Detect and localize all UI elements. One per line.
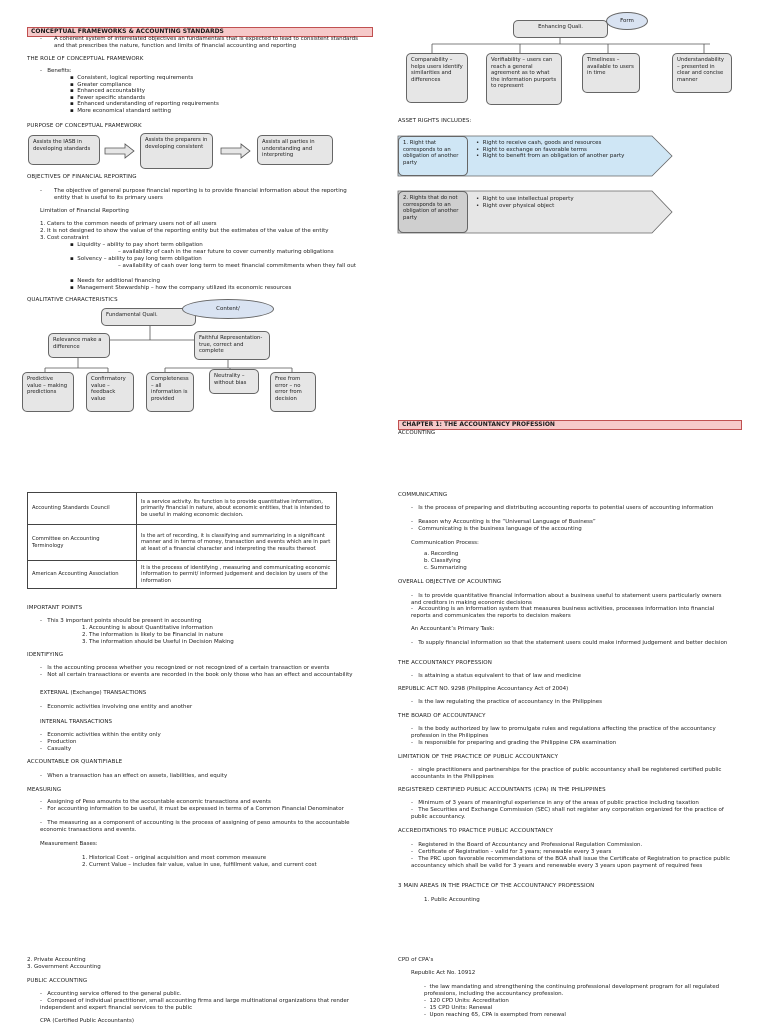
purpose-box-iasb: Assists the IASB in developing standards bbox=[28, 135, 100, 165]
external-item: - Economic activities involving one entity and another bbox=[40, 704, 193, 710]
rights2-list bbox=[476, 196, 666, 209]
accreditations-text: The PRC upon favorable recommendations of the BOA shall issue the Certificate of Registration to practice public accountancy which shall be valid for 3 years and renewable every 3 years upon payment of required fees bbox=[411, 856, 730, 869]
communicating-text: Communicating is the business language of the accounting bbox=[418, 526, 582, 532]
overall-text: Accounting is an information system that measures business activities, processes information into financial reports and communicates the reports to decision makers bbox=[411, 606, 715, 619]
completeness-box: Completeness – all information is provided bbox=[146, 372, 194, 412]
internal-text: Casualty bbox=[47, 746, 72, 752]
limitation-item: 3. Cost constraint bbox=[40, 235, 89, 241]
important-intro: - This 3 important points should be present in accounting bbox=[40, 618, 202, 624]
board-text: Is the body authorized by law to promulgate rules and regulations affecting the practice of the accountancy profession in the Philippines bbox=[411, 726, 716, 739]
areas-item: 1. Public Accounting bbox=[424, 897, 480, 903]
section-title: CONCEPTUAL FRAMEWORKS & ACCOUNTING STANDARDS bbox=[27, 27, 373, 37]
list-item: ▪ Greater compliance bbox=[70, 81, 132, 88]
relevance-box: Relevance make a difference bbox=[48, 333, 110, 358]
registered-item: - Minimum of 3 years of meaningful experience in any of the areas of public practice including taxation bbox=[411, 800, 699, 806]
rights1-text: Right to benefit from an obligation of another party bbox=[482, 153, 625, 160]
limitation-practice-heading: LIMITATION OF THE PRACTICE OF PUBLIC ACCOUNTANCY bbox=[398, 754, 559, 760]
liquidity-text: Liquidity – ability to pay short term obligation bbox=[77, 242, 203, 248]
cpa-heading: CPA (Certified Public Accountants) bbox=[40, 1018, 134, 1024]
solvency-item: ▪ Solvency – ability to pay long term obligation bbox=[70, 256, 202, 262]
benefits-label: - Benefits: bbox=[40, 68, 72, 74]
comm-process-item: b. Classifying bbox=[424, 558, 461, 564]
liquidity-item: ▪ Liquidity – ability to pay short term obligation bbox=[70, 242, 203, 248]
rights1-text: Right to exchange on favorable terms bbox=[482, 146, 587, 153]
solvency-detail: – availability of cash over long term to meet financial commitments when they fall out bbox=[118, 263, 356, 269]
registered-heading: REGISTERED CERTIFIED PUBLIC ACCOUNTANTS (CPA) IN THE PHILIPPINES bbox=[398, 787, 606, 793]
bases-heading: Measurement Bases: bbox=[40, 841, 98, 847]
overall-item: - Accounting is an information system that measures business activities, processes information into financial reports and communicates the reports to decision makers bbox=[411, 606, 715, 619]
external-heading: EXTERNAL (Exchange) TRANSACTIONS bbox=[40, 690, 147, 696]
identifying-text: Not all certain transactions or events are recorded in the book only those who has an effect and accountability bbox=[47, 672, 353, 678]
bases-item: 2. Current Value – includes fair value, value in use, fulfillment value, and current cost bbox=[82, 862, 317, 868]
internal-item: - Casualty bbox=[40, 746, 72, 752]
content-ellipse: Content/ bbox=[182, 299, 274, 319]
accreditations-text: Certificate of Registration – valid for 3 years; renewable every 3 years bbox=[418, 849, 612, 855]
ra-text: Is the law regulating the practice of accountancy in the Philippines bbox=[418, 699, 602, 705]
internal-heading: INTERNAL TRANSACTIONS bbox=[40, 719, 112, 725]
communicating-item: - Reason why Accounting is the “Universal Language of Business” bbox=[411, 519, 596, 525]
public-text: Accounting service offered to the general public. bbox=[47, 991, 182, 997]
comm-process-heading: Communication Process: bbox=[411, 540, 479, 546]
table-row bbox=[28, 561, 337, 589]
internal-text: Economic activities within the entity only bbox=[47, 732, 161, 738]
chapter-title: CHAPTER 1: THE ACCOUNTANCY PROFESSION bbox=[398, 420, 742, 430]
accreditations-text: Registered in the Board of Accountancy and Professional Regulation Commission. bbox=[418, 842, 643, 848]
accreditations-heading: ACCREDITATIONS TO PRACTICE PUBLIC ACCOUNTANCY bbox=[398, 828, 553, 834]
rights2-label-box: 2. Rights that do not corresponds to an obligation of another party bbox=[398, 191, 468, 233]
list-item: ▪ Enhanced accountability bbox=[70, 88, 145, 95]
profession-item: - Is attaining a status equivalent to that of law and medicine bbox=[411, 673, 582, 679]
internal-item: - Economic activities within the entity only bbox=[40, 732, 161, 738]
intro-dash: - bbox=[40, 36, 42, 42]
cpd-heading: CPD of CPA’s bbox=[398, 957, 434, 963]
list-item: • Right to receive cash, goods and resources bbox=[476, 140, 602, 146]
role-heading: THE ROLE OF CONCEPTUAL FRAMEWORK bbox=[27, 56, 144, 62]
communicating-text: Is the process of preparing and distributing accounting reports to potential users of accounting information bbox=[418, 505, 714, 511]
rights1-text: Right to receive cash, goods and resources bbox=[482, 140, 602, 146]
accountable-item: - When a transaction has an effect on assets, liabilities, and equity bbox=[40, 773, 228, 779]
objectives-heading: OBJECTIVES OF FINANCIAL REPORTING bbox=[27, 174, 137, 180]
benefit-text: More economical standard setting bbox=[77, 107, 172, 114]
measuring-text: The measuring as a component of accounting is the process of assigning of peso amounts to the accountable economic transactions and events. bbox=[40, 820, 350, 833]
stewardship-item: ▪ Management Stewardship – how the company utilized its economic resources bbox=[70, 285, 292, 291]
areas-item: 3. Government Accounting bbox=[27, 964, 101, 970]
bases-item: 1. Historical Cost – original acquisition and most common measure bbox=[82, 855, 267, 861]
table-cell-org: American Accounting Association bbox=[28, 561, 137, 589]
free-error-box: Free from error – no error from decision bbox=[270, 372, 316, 412]
important-item: 2. The information is likely to be Financial in nature bbox=[82, 632, 224, 638]
list-item: • Right to benefit from an obligation of another party bbox=[476, 153, 625, 160]
identifying-item: - Not all certain transactions or events are recorded in the book only those who has an effect and accountability bbox=[40, 672, 353, 678]
objectives-dash: - bbox=[40, 188, 42, 194]
liquidity-detail: – availability of cash in the near future to cover currently maturing obligations bbox=[118, 249, 334, 255]
benefits-label-text: Benefits: bbox=[47, 68, 72, 74]
identifying-heading: IDENTIFYING bbox=[27, 652, 64, 658]
measuring-text: Assigning of Peso amounts to the accountable economic transactions and events bbox=[47, 799, 271, 805]
ra-item: - Is the law regulating the practice of accountancy in the Philippines bbox=[411, 699, 602, 705]
cpd-text: the law mandating and strengthening the continuing professional development program for all regulated professions, including the accountancy profession. bbox=[424, 984, 720, 997]
fundamental-quali-box: Fundamental Quali. bbox=[101, 308, 196, 326]
list-item: ▪ Fewer specific standards bbox=[70, 94, 146, 101]
definitions-table bbox=[27, 492, 337, 589]
communicating-text: Reason why Accounting is the “Universal Language of Business” bbox=[418, 519, 596, 525]
benefit-text: Fewer specific standards bbox=[77, 94, 146, 101]
benefit-text: Enhanced accountability bbox=[77, 88, 145, 95]
table-cell-org: Accounting Standards Council bbox=[28, 493, 137, 525]
primary-task-heading: An Accountant’s Primary Task: bbox=[411, 626, 495, 632]
board-item: - Is the body authorized by law to promulgate rules and regulations affecting the practice of the accountancy profession in the Philippines bbox=[411, 726, 716, 739]
ra-heading: REPUBLIC ACT NO. 9298 (Philippine Accountancy Act of 2004) bbox=[398, 686, 569, 692]
understandability-box: Understandability – presented in clear and concise manner bbox=[672, 53, 732, 93]
neutrality-box: Neutrality – without bias bbox=[209, 369, 259, 394]
communicating-heading: COMMUNICATING bbox=[398, 492, 448, 498]
qualitative-heading: QUALITATIVE CHARACTERISTICS bbox=[27, 297, 118, 303]
objectives-text: The objective of general purpose financial reporting is to provide financial information about the reporting entity that is useful to its primary users bbox=[54, 188, 347, 201]
benefit-text: Enhanced understanding of reporting requirements bbox=[77, 101, 219, 108]
list-item: • Right to exchange on favorable terms bbox=[476, 146, 587, 153]
faithful-box: Faithful Representation- true, correct and complete bbox=[194, 331, 270, 360]
limitation-heading: Limitation of Financial Reporting bbox=[40, 208, 129, 214]
enhancing-quali-box: Enhancing Quali. bbox=[513, 20, 608, 38]
table-cell-org: Committee on Accounting Terminology bbox=[28, 525, 137, 561]
important-heading: IMPORTANT POINTS bbox=[27, 605, 83, 611]
measuring-item: - Assigning of Peso amounts to the accountable economic transactions and events bbox=[40, 799, 271, 805]
benefit-text: Consistent, logical reporting requirements bbox=[77, 75, 194, 81]
measuring-text: For accounting information to be useful, it must be expressed in terms of a Common Financial Denominator bbox=[47, 806, 344, 812]
benefit-text: Greater compliance bbox=[77, 81, 132, 88]
internal-text: Production bbox=[47, 739, 77, 745]
purpose-box-parties: Assists all parties in understanding and interpreting bbox=[257, 135, 333, 165]
rights1-label-box: 1. Right that corresponds to an obligation of another party bbox=[398, 136, 468, 176]
limitation-practice-item: - single practitioners and partnerships for the practice of public accountancy shall be registered certified public accountants in the Philippines bbox=[411, 767, 722, 780]
important-item: 1. Accounting is about Quantitative information bbox=[82, 625, 213, 631]
form-ellipse: Form bbox=[606, 12, 648, 30]
cpd-ra: Republic Act No. 10912 bbox=[411, 970, 476, 976]
comm-process-item: a. Recording bbox=[424, 551, 459, 557]
external-text: Economic activities involving one entity and another bbox=[47, 704, 193, 710]
accounting-label: ACCOUNTING bbox=[398, 430, 436, 436]
board-text: Is responsible for preparing and grading the Philippine CPA examination bbox=[418, 740, 617, 746]
timeliness-box: Timeliness – available to users in time bbox=[582, 53, 640, 93]
areas-item: 2. Private Accounting bbox=[27, 957, 86, 963]
cpd-item: - the law mandating and strengthening the continuing professional development program for all regulated professions, including the accountancy profession. bbox=[424, 984, 720, 997]
public-heading: PUBLIC ACCOUNTING bbox=[27, 978, 88, 984]
overall-item: - Is to provide quantitative financial information about a business useful to statement users particularly owners and creditors in making economic decisions bbox=[411, 593, 722, 606]
communicating-item: - Is the process of preparing and distributing accounting reports to potential users of accounting information bbox=[411, 505, 714, 511]
communicating-item: - Communicating is the business language of the accounting bbox=[411, 526, 582, 532]
list-item: • Right over physical object bbox=[476, 202, 555, 209]
profession-text: Is attaining a status equivalent to that of law and medicine bbox=[418, 673, 582, 679]
registered-item: - The Securities and Exchange Commission (SEC) shall not register any corporation organized for the practice of public accountancy. bbox=[411, 807, 724, 820]
asset-rights-heading: ASSET RIGHTS INCLUDES: bbox=[398, 118, 472, 124]
cpd-text: Upon reaching 65, CPA is exempted from renewal bbox=[429, 1012, 566, 1018]
verifiability-box: Verifiability – users can reach a general agreement as to what the information purports to represent bbox=[486, 53, 562, 105]
areas-heading: 3 MAIN AREAS IN THE PRACTICE OF THE ACCOUNTANCY PROFESSION bbox=[398, 883, 595, 889]
cpd-text: 15 CPD Units: Renewal bbox=[429, 1005, 493, 1011]
accountable-heading: ACCOUNTABLE OR QUANTIFIABLE bbox=[27, 759, 123, 765]
list-item: ▪ Consistent, logical reporting requirements bbox=[70, 75, 194, 81]
overall-heading: OVERALL OBJECTIVE OF ACOUNTING bbox=[398, 579, 502, 585]
rights2-text: Right to use intellectual property bbox=[482, 196, 574, 202]
identifying-text: Is the accounting process whether you recognized or not recognized of a certain transaction or events bbox=[47, 665, 330, 671]
confirmatory-box: Confirmatory value – feedback value bbox=[86, 372, 134, 412]
enhancing-connectors bbox=[0, 0, 768, 120]
table-row bbox=[28, 525, 337, 561]
cpd-item: - 120 CPD Units: Accreditation bbox=[424, 998, 509, 1004]
internal-item: - Production bbox=[40, 739, 77, 745]
cpd-item: - Upon reaching 65, CPA is exempted from renewal bbox=[424, 1012, 566, 1018]
purpose-heading: PURPOSE OF CONCEPTUAL FRAMEWORK bbox=[27, 123, 142, 129]
registered-text: Minimum of 3 years of meaningful experience in any of the areas of public practice including taxation bbox=[418, 800, 699, 806]
accreditations-item: - Registered in the Board of Accountancy and Professional Regulation Commission. bbox=[411, 842, 643, 848]
primary-task-text: To supply financial information so that the statement users could make informed judgement and better decision bbox=[418, 640, 728, 646]
list-item: • Right to use intellectual property bbox=[476, 196, 574, 202]
identifying-item: - Is the accounting process whether you recognized or not recognized of a certain transaction or events bbox=[40, 665, 330, 671]
accreditations-item: - The PRC upon favorable recommendations of the BOA shall issue the Certificate of Registration to practice public accountancy which shall be valid for 3 years and renewable every 3 years upon payment of required fees bbox=[411, 856, 730, 869]
comparability-box: Comparability – helps users identify similarities and differences bbox=[406, 53, 468, 103]
intro-text: A coherent system of interrelated objectives an fundamentals that is expected to lead to consistent standards and that prescribes the nature, function and limits of financial accounting and reporting bbox=[54, 36, 358, 49]
stewardship-text: Management Stewardship – how the company utilized its economic resources bbox=[77, 285, 292, 291]
list-item: ▪ Enhanced understanding of reporting requirements bbox=[70, 101, 219, 108]
measuring-item: - For accounting information to be useful, it must be expressed in terms of a Common Financial Denominator bbox=[40, 806, 344, 812]
board-heading: THE BOARD OF ACCOUNTANCY bbox=[398, 713, 486, 719]
table-cell-def: Is the art of recording, it is classifying and summarizing in a significant manner and in terms of money, transaction and events which are in part at least of a financial character and interpreting the results thereof. bbox=[137, 525, 337, 561]
rights1-list bbox=[476, 140, 666, 160]
limitation-item: 1. Caters to the common needs of primary users not of all users bbox=[40, 221, 217, 227]
cpd-text: 120 CPD Units: Accreditation bbox=[429, 998, 509, 1004]
primary-task-item: - To supply financial information so that the statement users could make informed judgement and better decision bbox=[411, 640, 728, 646]
public-text: Composed of individual practitioner, small accounting firms and large multinational organizations that render independent and expert financial services to the public bbox=[40, 998, 350, 1011]
registered-text: The Securities and Exchange Commission (SEC) shall not register any corporation organized for the practice of public accountancy. bbox=[411, 807, 724, 820]
limitation-practice-text: single practitioners and partnerships for the practice of public accountancy shall be registered certified public accountants in the Philippines bbox=[411, 767, 722, 780]
table-row bbox=[28, 493, 337, 525]
needs-text: Needs for additional financing bbox=[77, 278, 160, 284]
purpose-box-preparers: Assists the preparers in developing consistent bbox=[140, 133, 213, 169]
predictive-box: Predictive value – making predictions bbox=[22, 372, 74, 412]
needs-item: ▪ Needs for additional financing bbox=[70, 278, 160, 284]
list-item: ▪ More economical standard setting bbox=[70, 107, 172, 114]
public-item: - Composed of individual practitioner, small accounting firms and large multinational organizations that render independent and expert financial services to the public bbox=[40, 998, 350, 1011]
rights2-text: Right over physical object bbox=[482, 202, 555, 209]
profession-heading: THE ACCOUNTANCY PROFESSION bbox=[398, 660, 492, 666]
accountable-text: When a transaction has an effect on assets, liabilities, and equity bbox=[47, 773, 228, 779]
measuring-item: - The measuring as a component of accounting is the process of assigning of peso amounts to the accountable economic transactions and events. bbox=[40, 820, 350, 833]
important-intro-text: This 3 important points should be present in accounting bbox=[47, 618, 202, 624]
table-cell-def: It is the process of identifying , measuring and communicating economic information to permit/ informed judgement and decision by users of the information bbox=[137, 561, 337, 589]
important-item: 3. The information should be Useful in Decision Making bbox=[82, 639, 234, 645]
limitation-item: 2. It is not designed to show the value of the reporting entity but the estimates of the value of the entity bbox=[40, 228, 329, 234]
comm-process-item: c. Summarizing bbox=[424, 565, 467, 571]
accreditations-item: - Certificate of Registration – valid for 3 years; renewable every 3 years bbox=[411, 849, 612, 855]
public-item: - Accounting service offered to the general public. bbox=[40, 991, 182, 997]
solvency-text: Solvency – ability to pay long term obligation bbox=[77, 256, 202, 262]
board-item: - Is responsible for preparing and grading the Philippine CPA examination bbox=[411, 740, 617, 746]
overall-text: Is to provide quantitative financial information about a business useful to statement users particularly owners and creditors in making economic decisions bbox=[411, 593, 722, 606]
measuring-heading: MEASURING bbox=[27, 787, 62, 793]
cpd-item: - 15 CPD Units: Renewal bbox=[424, 1005, 493, 1011]
table-cell-def: Is a service activity. Its function is to provide quantitative information, primarily financial in nature, about economic entities, that is intended to be useful in making economic decision. bbox=[137, 493, 337, 525]
